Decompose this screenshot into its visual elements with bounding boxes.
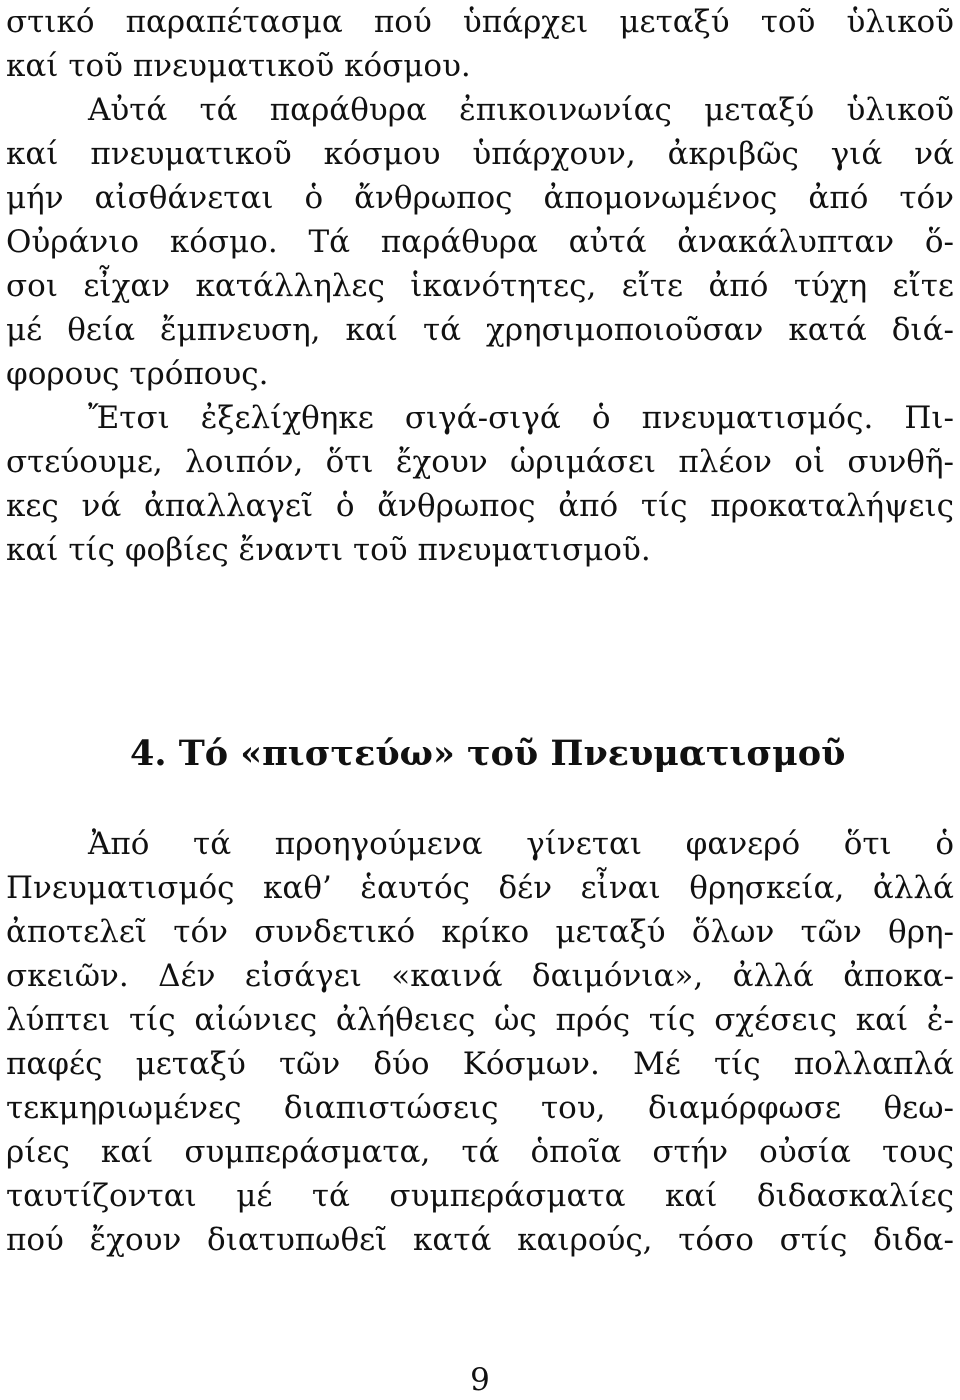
page-number: 9 bbox=[470, 1362, 490, 1398]
text-line: Ἀπό τά προηγούμενα γίνεται φανερό ὅτι ὁ bbox=[88, 826, 954, 862]
text-line: ἀποτελεῖ τόν συνδετικό κρίκο μεταξύ ὅλων τῶν θρη- bbox=[6, 914, 954, 950]
text-line: καί τοῦ πνευματικοῦ κόσμου. bbox=[6, 48, 471, 84]
text-line: Αὐτά τά παράθυρα ἐπικοινωνίας μεταξύ ὑλικοῦ bbox=[88, 92, 954, 128]
text-line: καί πνευματικοῦ κόσμου ὑπάρχουν, ἀκριβῶς γιά νά bbox=[6, 136, 954, 172]
text-line: μήν αἰσθάνεται ὁ ἄνθρωπος ἀπομονωμένος ἀπό τόν bbox=[6, 180, 954, 216]
text-line: μέ θεία ἔμπνευση, καί τά χρησιμοποιοῦσαν κατά διά- bbox=[6, 312, 954, 348]
text-line: ρίες καί συμπεράσματα, τά ὁποῖα στήν οὐσία τους bbox=[6, 1134, 954, 1170]
text-line: στεύουμε, λοιπόν, ὅτι ἔχουν ὡριμάσει πλέον οἱ συνθῆ- bbox=[6, 444, 954, 480]
text-line: καί τίς φοβίες ἔναντι τοῦ πνευματισμοῦ. bbox=[6, 532, 651, 568]
text-line: κες νά ἀπαλλαγεῖ ὁ ἄνθρωπος ἀπό τίς προκαταλήψεις bbox=[6, 488, 954, 524]
text-line: σκειῶν. Δέν εἰσάγει «καινά δαιμόνια», ἀλλά ἀποκα- bbox=[6, 958, 954, 994]
text-line: Πνευματισμός καθ’ ἑαυτός δέν εἶναι θρησκεία, ἀλλά bbox=[6, 870, 954, 906]
text-line: πού ἔχουν διατυπωθεῖ κατά καιρούς, τόσο στίς διδα- bbox=[6, 1222, 954, 1258]
text-line: σοι εἶχαν κατάλληλες ἱκανότητες, εἴτε ἀπό τύχη εἴτε bbox=[6, 268, 954, 304]
section-heading: 4. Τό «πιστεύω» τοῦ Πνευματισμοῦ bbox=[130, 733, 846, 774]
text-line: στικό παραπέτασμα πού ὑπάρχει μεταξύ τοῦ ὑλικοῦ bbox=[6, 4, 954, 40]
text-line: ταυτίζονται μέ τά συμπεράσματα καί διδασκαλίες bbox=[6, 1178, 954, 1214]
text-line: Ἔτσι ἐξελίχθηκε σιγά-σιγά ὁ πνευματισμός. Πι- bbox=[88, 400, 954, 436]
text-line: λύπτει τίς αἰώνιες ἀλήθειες ὡς πρός τίς σχέσεις καί ἐ- bbox=[6, 1002, 954, 1038]
text-line: τεκμηριωμένες διαπιστώσεις του, διαμόρφωσε θεω- bbox=[6, 1090, 954, 1126]
text-line: φορους τρόπους. bbox=[6, 356, 269, 392]
text-line: παφές μεταξύ τῶν δύο Κόσμων. Μέ τίς πολλαπλά bbox=[6, 1046, 954, 1082]
text-line: Οὐράνιο κόσμο. Τά παράθυρα αὐτά ἀνακάλυπταν ὅ- bbox=[6, 224, 954, 260]
